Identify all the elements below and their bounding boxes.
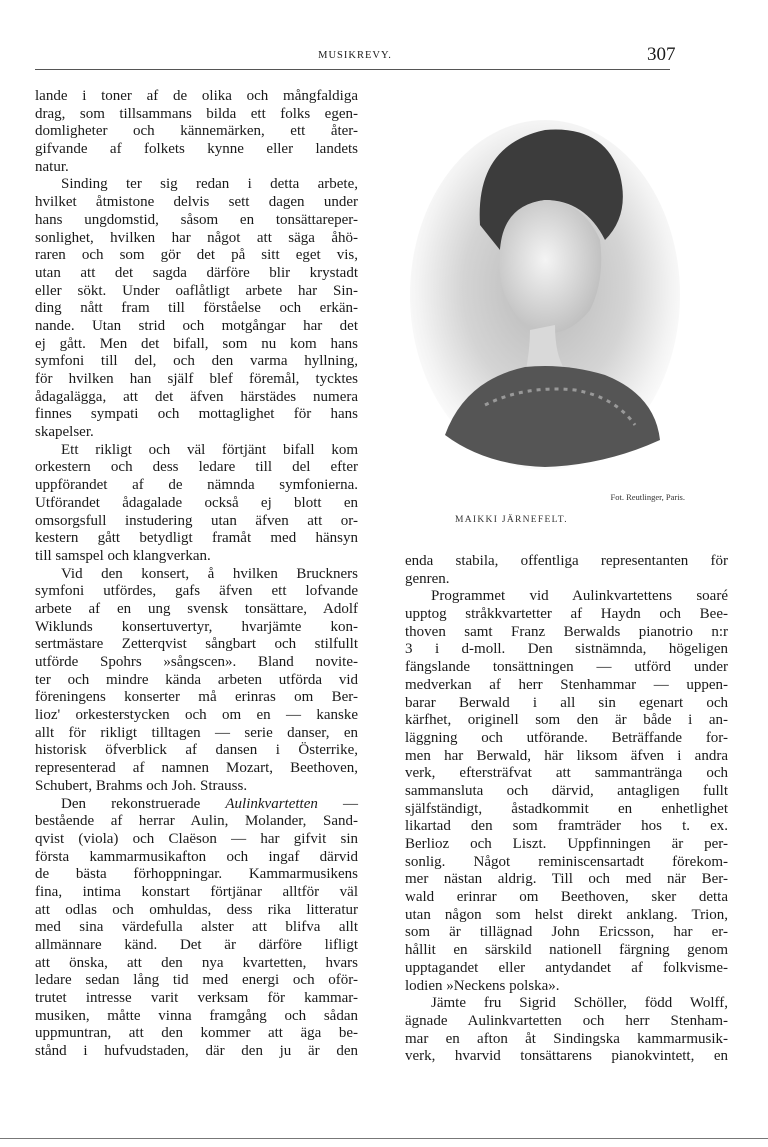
text-line-content: att önska, att den nya kvartetten, hvars bbox=[35, 954, 358, 971]
text-line bbox=[35, 371, 358, 389]
text-line bbox=[405, 606, 728, 624]
text-line-content: Programmet vid Aulinkvartettens soaré bbox=[431, 588, 728, 605]
text-line-content: domligheter och kännemärken, ett åter- bbox=[35, 123, 358, 140]
text-line bbox=[35, 919, 358, 937]
text-line bbox=[35, 353, 358, 371]
text-line bbox=[35, 654, 358, 672]
text-line-content: verk, eftersträfvat att sammantränga och bbox=[405, 765, 728, 782]
text-line-content: historisk öfverblick af dansen i Österrike, bbox=[35, 742, 358, 759]
text-line bbox=[405, 748, 728, 766]
text-line-content: genren. bbox=[405, 570, 450, 587]
text-line-content: att odlas och omhuldas, dess rika litteratur bbox=[35, 901, 358, 918]
text-line-content: ägnade Aulinkvartetten och herr Stenham- bbox=[405, 1012, 728, 1029]
text-line bbox=[35, 990, 358, 1008]
left-text-column bbox=[35, 88, 358, 1061]
text-line-content: finnes sympati och mottaglighet för hans bbox=[35, 406, 358, 423]
text-line-content: medverkan af herr Stenhammar — uppen- bbox=[405, 676, 728, 693]
text-line-content: symfoni till del, och den varma hyllning, bbox=[35, 353, 358, 370]
text-line bbox=[35, 336, 358, 354]
text-line-content: Utförandet ådagalade också ej blott en bbox=[35, 494, 358, 511]
text-line bbox=[35, 389, 358, 407]
text-line bbox=[35, 88, 358, 106]
text-line bbox=[35, 265, 358, 283]
text-line bbox=[35, 1043, 358, 1061]
text-line-content: hans ungdomstid, såsom en tonsättareper- bbox=[35, 211, 358, 228]
text-line bbox=[35, 283, 358, 301]
text-line-content: Sinding ter sig redan i detta arbete, bbox=[61, 176, 358, 193]
text-line-content: symfoni utfördes, gafs äfven ett lofvande bbox=[35, 583, 358, 600]
bottom-edge-line bbox=[0, 1138, 768, 1139]
text-line-content: raren och som gör det på sitt eget vis, bbox=[35, 247, 358, 264]
text-line bbox=[405, 1048, 728, 1066]
text-line bbox=[35, 725, 358, 743]
text-line-content: drag, som tillsammans bilda ett folks egen- bbox=[35, 105, 358, 122]
text-line bbox=[35, 176, 358, 194]
text-line-content: representerad af namnen Mozart, Beethoven, bbox=[35, 760, 358, 777]
text-line-content: sonlighet, hvilken har något att säga åhö- bbox=[35, 229, 358, 246]
text-line-content: med sina värdefulla alster att blifva allt bbox=[35, 919, 358, 936]
text-line-content: qvist (viola) och Claëson — har gifvit sin bbox=[35, 830, 358, 847]
text-line-content: ding nått fram till förståelse och erkän- bbox=[35, 300, 358, 317]
text-line bbox=[405, 571, 728, 589]
text-line bbox=[405, 1031, 728, 1049]
text-line-content: själfständigt, åstadkommit en enhetlighet bbox=[405, 800, 728, 817]
text-line bbox=[35, 636, 358, 654]
text-line bbox=[405, 624, 728, 642]
text-line-content: wald erinrar om Beethoven, sker detta bbox=[405, 889, 728, 906]
running-head-title: MUSIKREVY. bbox=[318, 50, 392, 61]
text-line-content: första kammarmusikafton och ingaf därvid bbox=[35, 848, 358, 865]
text-line bbox=[35, 566, 358, 584]
text-line bbox=[35, 672, 358, 690]
text-line bbox=[405, 783, 728, 801]
text-line bbox=[35, 477, 358, 495]
text-line bbox=[35, 459, 358, 477]
text-line-content: barar Berwald i all sin egenart och bbox=[405, 694, 728, 711]
text-line-content: omsorgsfull instudering utan äfven att or- bbox=[35, 512, 358, 529]
text-line-content: utan att det sagda därföre blir krystadt bbox=[35, 264, 358, 281]
text-line-content: sammansluta och därvid, antagligen fullt bbox=[405, 782, 728, 799]
text-line bbox=[35, 619, 358, 637]
text-line bbox=[35, 742, 358, 760]
text-line-content: upptagandet eller antydandet af folkvisme- bbox=[405, 959, 728, 976]
text-line bbox=[405, 924, 728, 942]
text-line bbox=[35, 884, 358, 902]
text-line-content: ej gått. Men det bifall, som nu kom hans bbox=[35, 335, 358, 352]
text-line-content: likartad den som framträder hos t. ex. bbox=[405, 818, 728, 835]
text-line bbox=[405, 1013, 728, 1031]
text-line bbox=[35, 123, 358, 141]
text-line-content: natur. bbox=[35, 158, 69, 175]
text-line bbox=[405, 836, 728, 854]
text-line-content: till samspel och klangverkan. bbox=[35, 547, 211, 564]
text-line-content: Schubert, Brahms och Joh. Strauss. bbox=[35, 777, 248, 794]
text-line bbox=[35, 106, 358, 124]
text-line bbox=[35, 583, 358, 601]
text-line-content: men har Berwald, här liksom äfven i andra bbox=[405, 747, 728, 764]
text-line-content: enda stabila, offentliga representanten för bbox=[405, 553, 728, 569]
text-line bbox=[35, 601, 358, 619]
text-line-content: Ett rikligt och väl förtjänt bifall kom bbox=[61, 441, 358, 458]
text-line-content: kärfhet, originell som den är både i an- bbox=[405, 712, 728, 729]
text-line-content: — bbox=[317, 795, 358, 812]
text-line-content: upptog stråkkvartetter af Haydn och Bee- bbox=[405, 606, 728, 623]
text-line bbox=[405, 641, 728, 659]
text-line bbox=[35, 406, 358, 424]
text-line bbox=[405, 960, 728, 978]
text-line-content: mar en afton åt Sindingska kammarmusik- bbox=[405, 1030, 728, 1047]
text-line-content: de bästa förhoppningar. Kammarmusikens bbox=[35, 866, 358, 883]
text-line bbox=[405, 553, 728, 571]
text-line bbox=[35, 937, 358, 955]
text-line bbox=[405, 818, 728, 836]
text-line-content: uppmuntran, att den kommer att äga be- bbox=[35, 1025, 358, 1042]
text-line bbox=[35, 230, 358, 248]
text-line bbox=[405, 978, 728, 996]
text-line bbox=[35, 194, 358, 212]
text-line bbox=[405, 854, 728, 872]
text-line-content: allt för rikligt tilltagen — serie danser, en bbox=[35, 724, 358, 741]
text-line bbox=[35, 796, 358, 814]
text-line-content: arbete af en ung svensk tonsättare, Adolf bbox=[35, 600, 358, 617]
text-line bbox=[35, 972, 358, 990]
text-line bbox=[35, 707, 358, 725]
text-line-content: utan någon som helst direkt anklang. Trion, bbox=[405, 906, 728, 923]
text-line-content: lioz' orkesterstycken och om en — kanske bbox=[35, 707, 358, 724]
text-line-content: 3 i d-moll. Den sistnämnda, högeligen bbox=[405, 641, 728, 658]
text-line bbox=[35, 442, 358, 460]
text-line bbox=[35, 866, 358, 884]
text-line-content: ter och mindre kända arbeten utförda vid bbox=[35, 671, 358, 688]
text-line bbox=[405, 942, 728, 960]
text-line bbox=[405, 995, 728, 1013]
text-line-content: uppförandet af de nämnda symfonierna. bbox=[35, 477, 358, 494]
italic-term: Aulinkvartetten bbox=[225, 795, 318, 812]
text-line-content: thoven samt Franz Berwalds pianotrio n:r bbox=[405, 623, 728, 640]
text-line-content: hvilket åtmistone delvis sett dagen under bbox=[35, 194, 358, 211]
right-text-column bbox=[405, 553, 728, 1066]
text-line-content: bestående af herrar Aulin, Molander, Sand- bbox=[35, 813, 358, 830]
page-number: 307 bbox=[647, 44, 676, 65]
text-line bbox=[35, 778, 358, 796]
text-line bbox=[35, 813, 358, 831]
text-line bbox=[35, 689, 358, 707]
text-line-content: kestern gått betydligt framåt med hänsyn bbox=[35, 530, 358, 547]
text-line-content: Den rekonstruerade bbox=[61, 795, 226, 812]
text-line bbox=[405, 677, 728, 695]
text-line-content: hållit en särskild nationell färgning genom bbox=[405, 942, 728, 959]
text-line bbox=[405, 712, 728, 730]
text-line-content: Jämte fru Sigrid Schöller, född Wolff, bbox=[431, 995, 728, 1012]
text-line-content: eller sökt. Under oaflåtligt arbete har Sin- bbox=[35, 282, 358, 299]
text-line-content: läggning och utförande. Beträffande for- bbox=[405, 729, 728, 746]
text-line bbox=[35, 955, 358, 973]
text-line-content: fina, intima konstart förtjänar alltför väl bbox=[35, 883, 358, 900]
text-line bbox=[35, 495, 358, 513]
text-line-content: föreningens konserter må erinras om Ber- bbox=[35, 689, 358, 706]
text-line-content: orkestern och dess ledare till del efter bbox=[35, 459, 358, 476]
text-line-content: musiken, måtte vinna framgång och sådan bbox=[35, 1007, 358, 1024]
text-line bbox=[35, 513, 358, 531]
text-line bbox=[35, 318, 358, 336]
text-line-content: verk, hvarvid tonsättarens pianokvintett, en bbox=[405, 1048, 728, 1065]
text-line-content: trutet intresse varit verksam för kammar- bbox=[35, 990, 358, 1007]
text-line-content: som är tillägnad John Ericsson, har er- bbox=[405, 924, 728, 941]
text-line-content: ledare sedan lång tid med energi och oför- bbox=[35, 972, 358, 989]
portrait-photo-maikki-jarnefelt bbox=[405, 105, 685, 475]
text-line bbox=[405, 801, 728, 819]
header-rule bbox=[35, 69, 670, 70]
text-line-content: för hvilken han själf blef föremål, tycktes bbox=[35, 371, 358, 387]
text-line bbox=[35, 1025, 358, 1043]
text-line-content: mer nästan aldrig. Till och med när Ber- bbox=[405, 871, 728, 888]
photo-credit: Fot. Reutlinger, Paris. bbox=[610, 492, 685, 502]
text-line-content: sertmästare Zetterqvist sångbart och stilfullt bbox=[35, 636, 358, 653]
text-line bbox=[35, 247, 358, 265]
text-line-content: Wiklunds konsertuvertyr, hvarjämte kon- bbox=[35, 618, 358, 635]
text-line-content: Berlioz och Liszt. Uppfinningen är per- bbox=[405, 836, 728, 852]
text-line bbox=[405, 730, 728, 748]
text-line bbox=[35, 831, 358, 849]
text-line bbox=[35, 424, 358, 442]
text-line-content: allmännare känd. Det är därföre lifligt bbox=[35, 937, 358, 953]
text-line bbox=[35, 530, 358, 548]
text-line bbox=[35, 902, 358, 920]
text-line-content: ådagalägga, att det äfven härstädes numera bbox=[35, 388, 358, 405]
text-line bbox=[405, 695, 728, 713]
text-line bbox=[405, 765, 728, 783]
text-line-content: lande i toner af de olika och mångfaldiga bbox=[35, 88, 358, 104]
text-line bbox=[405, 889, 728, 907]
text-line-content: Vid den konsert, å hvilken Bruckners bbox=[61, 565, 358, 582]
text-line bbox=[405, 659, 728, 677]
text-line-content: lodien »Neckens polska». bbox=[405, 977, 560, 994]
text-line bbox=[35, 212, 358, 230]
text-line bbox=[405, 871, 728, 889]
text-line bbox=[35, 1008, 358, 1026]
text-line-content: skapelser. bbox=[35, 424, 94, 441]
text-line bbox=[35, 141, 358, 159]
text-line bbox=[35, 849, 358, 867]
text-line-content: sonlig. Något reminiscensartadt förekom- bbox=[405, 853, 728, 870]
text-line bbox=[35, 300, 358, 318]
text-line bbox=[35, 159, 358, 177]
text-line-content: gifvande af folkets kynne eller landets bbox=[35, 141, 358, 158]
text-line bbox=[35, 548, 358, 566]
text-line bbox=[405, 907, 728, 925]
text-line bbox=[35, 760, 358, 778]
text-line-content: stånd i hufvudstaden, där den ju är den bbox=[35, 1043, 358, 1060]
text-line-content: nande. Utan strid och motgångar har det bbox=[35, 317, 358, 334]
figure-caption: MAIKKI JÄRNEFELT. bbox=[455, 515, 568, 525]
text-line bbox=[405, 588, 728, 606]
text-line-content: fängslande tonsättningen — utförd under bbox=[405, 659, 728, 676]
text-line-content: utförde Spohrs »sångscen». Bland novite- bbox=[35, 654, 358, 670]
